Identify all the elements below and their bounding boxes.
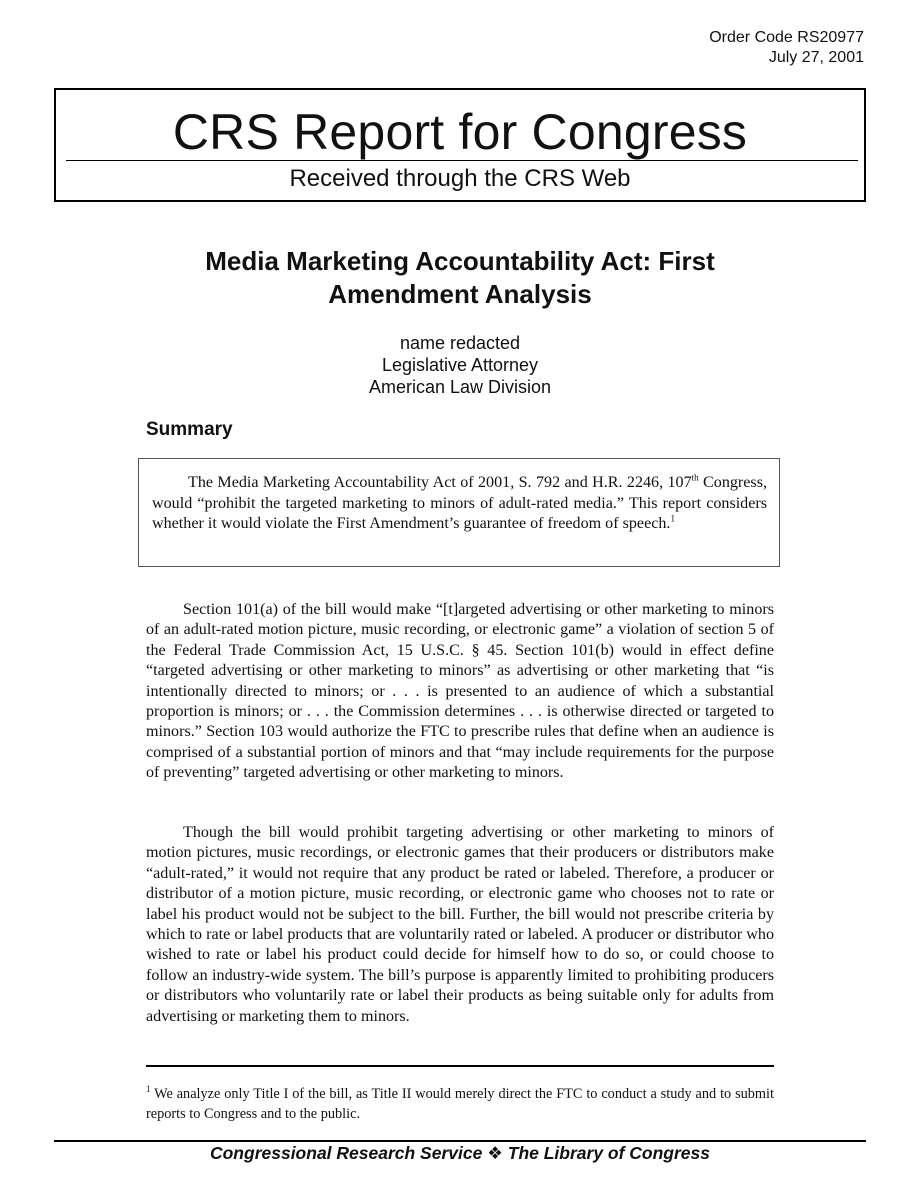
document-title: Media Marketing Accountability Act: First Amendment Analysis: [205, 246, 715, 309]
body-paragraph: Section 101(a) of the bill would make “[t]argeted advertising or other marketing to minors of an adult-rated motion picture, music recording, or electronic game” a violation of section 5 of the Federal Trade Commission Act, 15 U.S.C. § 45. Section 101(b) would in effect define “targeted advertising or other marketing to minors” as advertising or other marketing that “is intentionally directed to minors; or . . . is presented to an audience of which a substantial proportion is minors; or . . . the Commission determines . . . is otherwise directed or targeted to minors.” Section 103 would authorize the FTC to prescribe rules that define when an audience is comprised of a substantial portion of minors and that “may include requirements for the purpose of preventing” targeted advertising or other marketing to minors.: [146, 601, 774, 782]
report-date: July 27, 2001: [768, 49, 864, 66]
order-info: [709, 28, 864, 68]
footnote-marker: 1: [146, 1084, 151, 1095]
report-banner: [54, 88, 866, 202]
summary-box: [138, 458, 780, 567]
page-footer: Congressional Research Service ❖ The Library of Congress: [209, 1143, 711, 1163]
footnote-text: We analyze only Title I of the bill, as Title II would merely direct the FTC to conduct a study and to submit reports to Congress and to the public.: [146, 1086, 774, 1122]
summary-text: [152, 473, 767, 535]
author-name: name redacted: [399, 333, 521, 353]
ordinal-suffix: th: [691, 472, 699, 483]
banner-title: CRS Report for Congress: [172, 104, 748, 160]
summary-text-rest: Congress, would “prohibit the targeted marketing to minors of adult-rated media.” This report considers whether it would violate the First Amendment’s guarantee of freedom of speech.: [152, 474, 767, 532]
banner-divider: [66, 160, 858, 161]
footnote-divider: [146, 1065, 774, 1067]
summary-heading: Summary: [146, 419, 233, 440]
summary-text-start: The Media Marketing Accountability Act of 2001, S. 792 and H.R. 2246, 107: [188, 474, 692, 491]
body-paragraph: Though the bill would prohibit targeting advertising or other marketing to minors of motion pictures, music recordings, or electronic games that their producers or distributors make “adult-rated,” it would not require that any product be rated or labeled. Therefore, a producer or distributor of a motion picture, music recording, or electronic game who chooses not to rate or label his product would not be subject to the bill. Further, the bill would not prescribe criteria by which to rate or label products that are voluntarily rated or labeled. A producer or distributor who wished to rate or label his product could decide for himself how to do so, or could choose to follow an industry-wide system. The bill’s purpose is apparently limited to prohibiting producers or distributors who voluntarily rate or label their products as being suitable only for adults from advertising or marketing them to minors.: [146, 824, 774, 1025]
author-block: [0, 332, 920, 398]
footnote: [146, 1084, 774, 1124]
footnote-reference[interactable]: 1: [670, 513, 675, 524]
order-code: Order Code RS20977: [709, 29, 864, 46]
banner-subtitle: Received through the CRS Web: [289, 165, 631, 192]
author-position: Legislative Attorney: [381, 355, 539, 375]
author-division: American Law Division: [368, 377, 552, 397]
